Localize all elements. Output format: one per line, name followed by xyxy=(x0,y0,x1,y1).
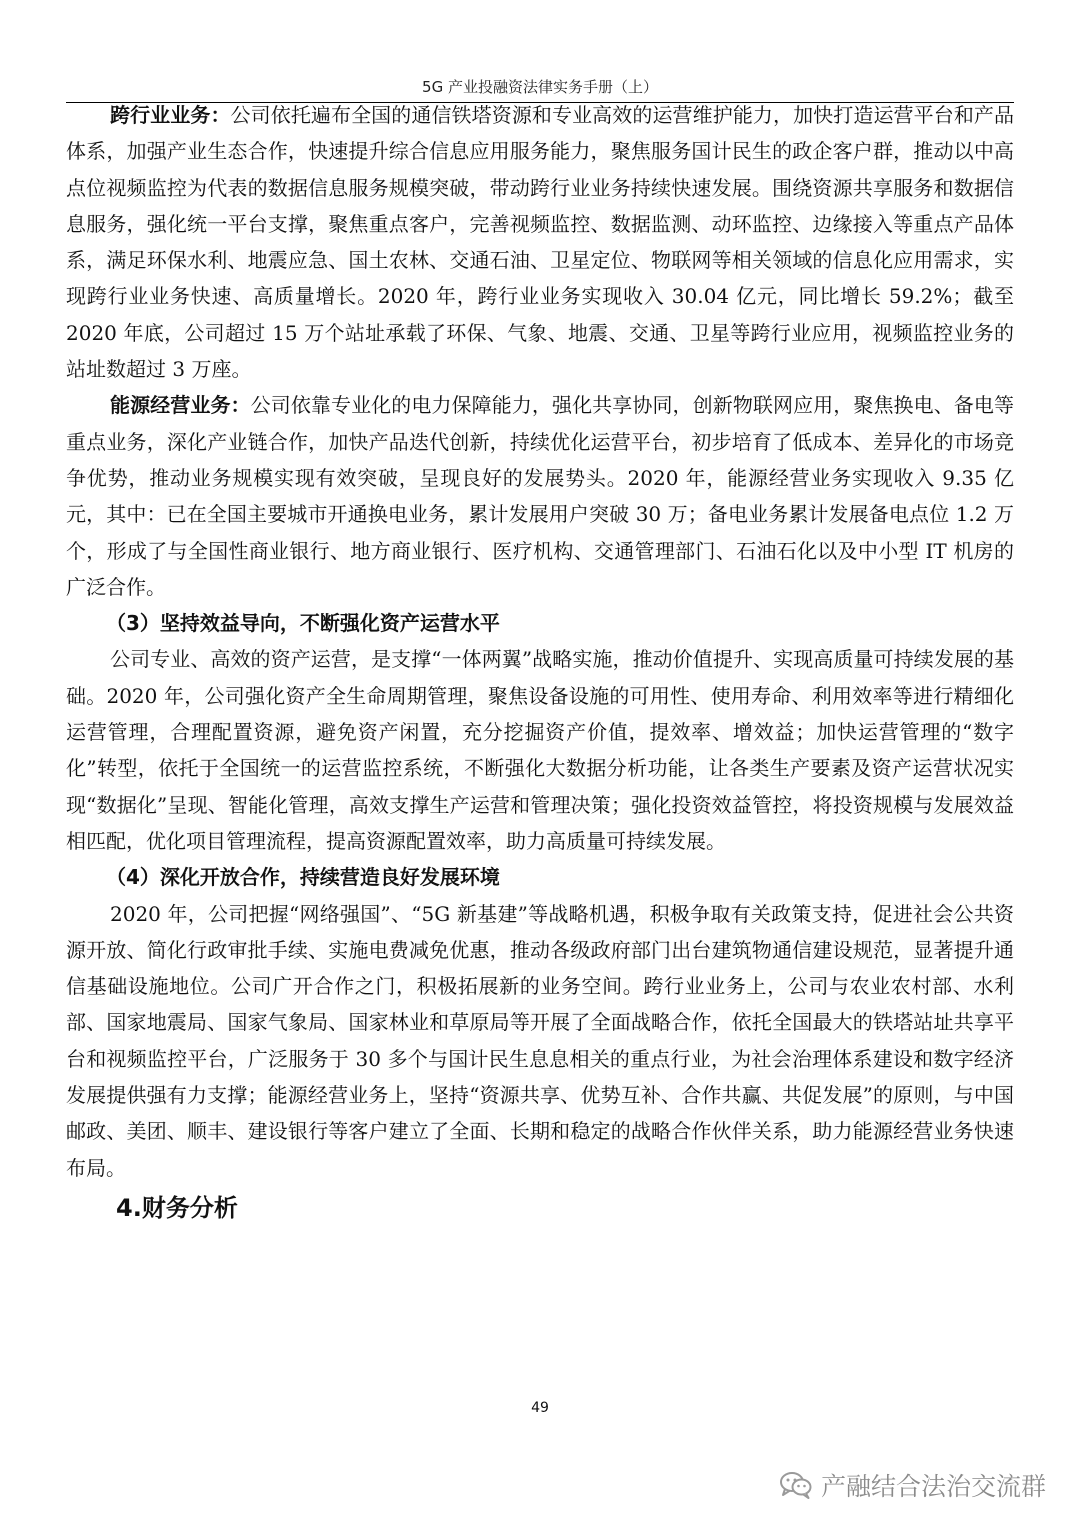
paragraph-text: 公司依靠专业化的电力保障能力，强化共享协同，创新物联网应用，聚焦换电、备电等重点业务，深化产业链合作，加快产品迭代创新，持续优化运营平台，初步培育了低成本、差异化的市场竞争优势，推动业务规模实现有效突破，呈现良好的发展势头。2020 年，能源经营业务实现收入 9.35 亿元，其中：已在全国主要城市开通换电业务，累计发展用户突破 30 万；备电业务累计发展备电点位 1.2 万个，形成了与全国性商业银行、地方商业银行、医疗机构、交通管理部门、石油石化以及中小型 IT 机房的广泛合作。 xyxy=(66,393,1015,599)
wechat-icon xyxy=(779,1470,813,1500)
subheading-3: （3）坚持效益导向，不断强化资产运营水平 xyxy=(106,611,500,636)
subheading-4: （4）深化开放合作，持续营造良好发展环境 xyxy=(106,865,500,890)
paragraph-lead: 跨行业业务： xyxy=(110,103,231,127)
paragraph-open-cooperation: 2020 年，公司把握“网络强国”、“5G 新基建”等战略机遇，积极争取有关政策支持，促进社会公共资源开放、简化行政审批手续、实施电费减免优惠，推动各级政府部门出台建筑物通信建设规范，显著提升通信基础设施地位。公司广开合作之门，积极拓展新的业务空间。跨行业业务上，公司与农业农村部、水利部、国家地震局、国家气象局、国家林业和草原局等开展了全面战略合作，依托全国最大的铁塔站址共享平台和视频监控平台，广泛服务于 30 多个与国计民生息息相关的重点行业，为社会治理体系建设和数字经济发展提供强有力支撑；能源经营业务上，坚持“资源共享、优势互补、合作共赢、共促发展”的原则，与中国邮政、美团、顺丰、建设银行等客户建立了全面、长期和稳定的战略合作伙伴关系，助力能源经营业务快速布局。 xyxy=(66,901,1014,1180)
watermark-text: 产融结合法治交流群 xyxy=(820,1472,1046,1501)
paragraph-energy xyxy=(66,387,1014,605)
paragraph-lead: 能源经营业务： xyxy=(110,393,251,418)
document-body xyxy=(66,97,1014,1228)
section-title-financial-analysis: 4.财务分析 xyxy=(116,1193,238,1222)
paragraph-asset-operations: 公司专业、高效的资产运营，是支撑“一体两翼”战略实施，推动价值提升、实现高质量可持续发展的基础。2020 年，公司强化资产全生命周期管理，聚焦设备设施的可用性、使用寿命、利用效率等进行精细化运营管理，合理配置资源，避免资产闲置，充分挖掘资产价值，提效率、增效益；加快运营管理的“数字化”转型，依托于全国统一的运营监控系统，不断强化大数据分析功能，让各类生产要素及资产运营状况实现“数据化”呈现、智能化管理，高效支撑生产运营和管理决策；强化投资效益管控，将投资规模与发展效益相匹配，优化项目管理流程，提高资源配置效率，助力高质量可持续发展。 xyxy=(66,647,1014,853)
watermark xyxy=(779,1465,1046,1505)
paragraph-text: 公司依托遍布全国的通信铁塔资源和专业高效的运营维护能力，加快打造运营平台和产品体系，加强产业生态合作，快速提升综合信息应用服务能力，聚焦服务国计民生的政企客户群，推动以中高点位视频监控为代表的数据信息服务规模突破，带动跨行业业务持续快速发展。围绕资源共享服务和数据信息服务，强化统一平台支撑，聚焦重点客户，完善视频监控、数据监测、动环监控、边缘接入等重点产品体系，满足环保水利、地震应急、国土农林、交通石油、卫星定位、物联网等相关领域的信息化应用需求，实现跨行业业务快速、高质量增长。2020 年，跨行业业务实现收入 30.04 亿元，同比增长 59.2%；截至 2020 年底，公司超过 15 万个站址承载了环保、气象、地震、交通、卫星等跨行业应用，视频监控业务的站址数超过 3 万座。 xyxy=(66,103,1015,382)
header-title: 5G 产业投融资法律实务手册（上） xyxy=(422,78,658,96)
paragraph-cross-industry xyxy=(66,97,1014,387)
page-number: 49 xyxy=(531,1400,549,1416)
